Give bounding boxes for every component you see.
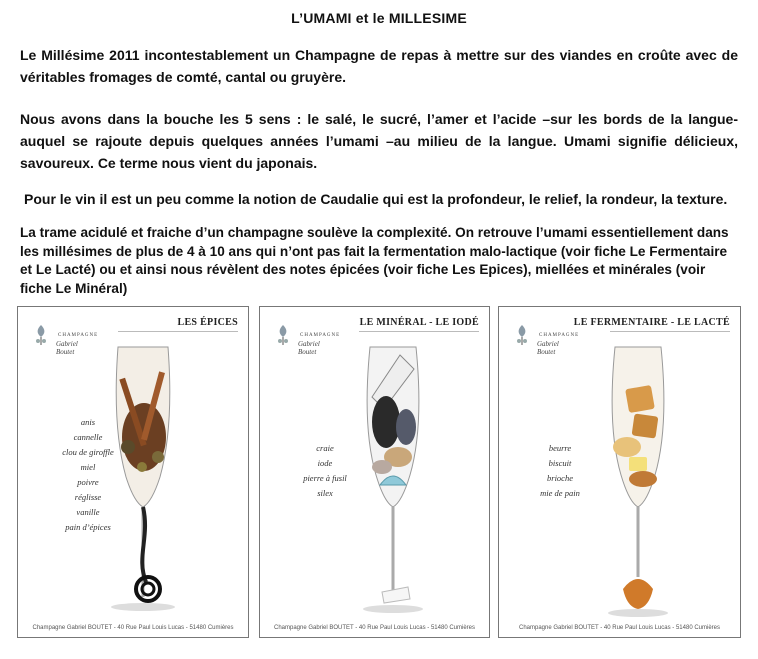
lactic-words <box>525 441 595 501</box>
word: brioche <box>547 473 573 483</box>
card-epices <box>17 306 249 638</box>
card-fermentaire <box>498 306 741 638</box>
document-title: L’UMAMI et le MILLESIME <box>291 10 467 26</box>
paragraph-millesime: Le Millésime 2011 incontestablement un Champagne de repas à mettre sur des viandes en croûte avec de véritables fromages de comté, cantal ou gruyère. <box>20 47 738 85</box>
card-footer: Champagne Gabriel BOUTET - 40 Rue Paul Louis Lucas - 51480 Cumières <box>274 625 475 631</box>
word: iode <box>317 458 333 468</box>
word: silex <box>317 488 333 498</box>
word: vanille <box>76 507 100 517</box>
word: miel <box>80 462 96 472</box>
word: beurre <box>548 443 572 453</box>
word: poivre <box>77 477 99 487</box>
paragraph-caudalie: Pour le vin il est un peu comme la notion de Caudalie qui est la profondeur, le relief, la rondeur, la texture. <box>24 191 728 207</box>
mineral-words <box>290 441 360 501</box>
word: craie <box>316 443 334 453</box>
paragraph-umami-millesimes: La trame acidulé et fraiche d’un champagne soulève la complexité. On retrouve l’umami essentiellement dans les millésimes de plus de 4 à 10 ans qui n’ont pas fait la fermentation malo-lactique (voir fiche Le Fermentaire et Le Lacté) ou et ainsi nous révèlent des notes épicées (voir fiche Les Epices), miellées et minérales (voir fiche Le Minéral) <box>20 225 729 296</box>
card-footer: Champagne Gabriel BOUTET - 40 Rue Paul Louis Lucas - 51480 Cumières <box>519 625 720 631</box>
card-mineral <box>259 306 490 638</box>
word: pierre à fusil <box>303 473 347 483</box>
paragraph-five-senses: Nous avons dans la bouche les 5 sens : le salé, le sucré, l’amer et l’acide –sur les bords de la langue- auquel se rajoute depuis quelques années l’umami –au milieu de la langue. Umami signifie délicieux, savoureux. Ce terme nous vient du japonais. <box>20 111 738 171</box>
word: pain d’épices <box>65 522 111 532</box>
card-heading: LE FERMENTAIRE - LE LACTÉ <box>573 317 730 328</box>
logo-line1: CHAMPAGNE <box>539 333 580 338</box>
word: anis <box>80 417 96 427</box>
logo-line2: Gabriel Boutet <box>298 340 320 356</box>
logo-line2: Gabriel Boutet <box>56 340 78 356</box>
spice-words <box>48 415 128 535</box>
word: cannelle <box>73 432 103 442</box>
logo-line1: CHAMPAGNE <box>300 333 341 338</box>
card-heading: LE MINÉRAL - LE IODÉ <box>359 317 479 328</box>
logo-line1: CHAMPAGNE <box>58 333 99 338</box>
word: mie de pain <box>540 488 580 498</box>
card-footer: Champagne Gabriel BOUTET - 40 Rue Paul Louis Lucas - 51480 Cumières <box>32 625 234 631</box>
word: réglisse <box>74 492 102 502</box>
logo-line2: Gabriel Boutet <box>537 340 559 356</box>
word: biscuit <box>548 458 572 468</box>
word: clou de giroffle <box>62 447 114 457</box>
card-heading: LES ÉPICES <box>177 317 238 328</box>
